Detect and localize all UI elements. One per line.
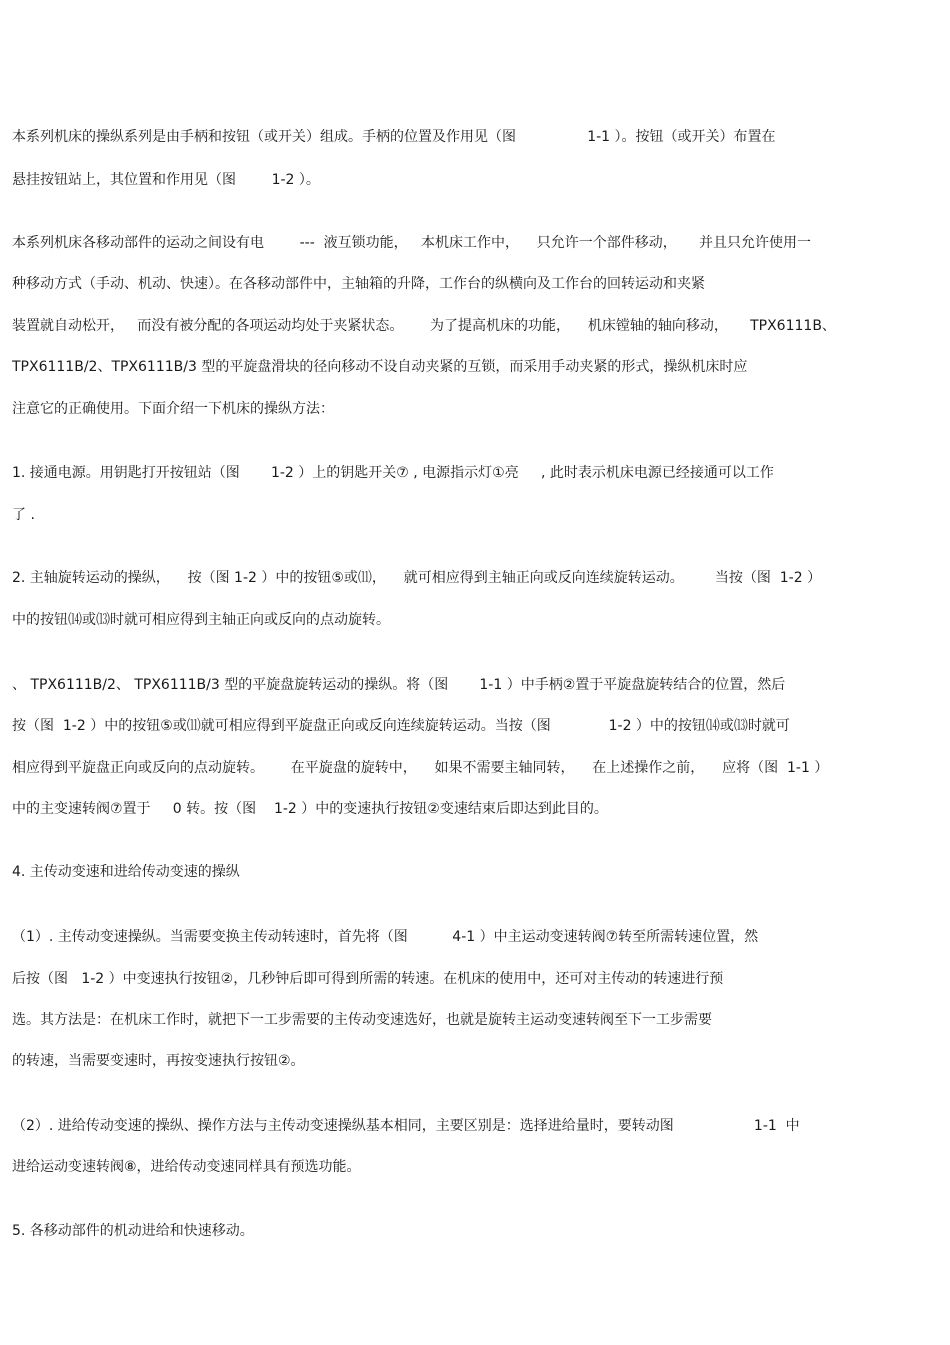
text-line: 的转速，当需要变速时，再按变速执行按钮②。 [12,1053,305,1069]
section-heading: 4. 主传动变速和进给传动变速的操纵 [12,864,240,880]
text-line: 2. 主轴旋转运动的操纵， 按（图 1-2 ）中的按钮⑤或⑾， 就可相应得到主轴正向或反向连续旋转运动。 当按（图 1-2 ） [12,570,822,586]
text-line: 1. 接通电源。用钥匙打开按钮站（图 1-2 ）上的钥匙开关⑦ , 电源指示灯①亮 , 此时表示机床电源已经接通可以工作 [12,465,774,481]
text-line: （2）. 进给传动变速的操纵、操作方法与主传动变速操纵基本相同，主要区别是：选择进给量时，要转动图 1-1 中 [12,1118,800,1134]
text-line: 种移动方式（手动、机动、快速）。在各移动部件中，主轴箱的升降，工作台的纵横向及工作台的回转运动和夹紧 [12,276,705,292]
text-line: 、 TPX6111B/2、 TPX6111B/3 型的平旋盘旋转运动的操纵。将（图 1-1 ）中手柄②置于平旋盘旋转结合的位置，然后 [12,677,786,693]
text-line: 本系列机床各移动部件的运动之间设有电 --- 液互锁功能， 本机床工作中， 只允许一个部件移动， 并且只允许使用一 [12,235,812,251]
text-line: 按（图 1-2 ）中的按钮⑤或⑾就可相应得到平旋盘正向或反向连续旋转运动。当按（图 1-2 ）中的按钮⒁或⒀时就可 [12,718,790,734]
section-heading: 5. 各移动部件的机动进给和快速移动。 [12,1223,254,1239]
text-line: 本系列机床的操纵系列是由手柄和按钮（或开关）组成。手柄的位置及作用见（图 1-1 ）。按钮（或开关）布置在 [12,129,776,145]
text-line: 相应得到平旋盘正向或反向的点动旋转。 在平旋盘的旋转中， 如果不需要主轴同转， 在上述操作之前， 应将（图 1-1 ） [12,760,829,776]
text-line: 中的主变速转阀⑦置于 0 转。按（图 1-2 ）中的变速执行按钮②变速结束后即达到此目的。 [12,801,608,817]
text-line: 中的按钮⒁或⒀时就可相应得到主轴正向或反向的点动旋转。 [12,612,390,628]
text-line: 装置就自动松开， 而没有被分配的各项运动均处于夹紧状态。 为了提高机床的功能， 机床镗轴的轴向移动， TPX6111B、 [12,318,836,334]
text-line: 后按（图 1-2 ）中变速执行按钮②，几秒钟后即可得到所需的转速。在机床的使用中，还可对主传动的转速进行预 [12,971,724,987]
text-line: 选。其方法是：在机床工作时，就把下一工步需要的主传动变速选好，也就是旋转主运动变速转阀至下一工步需要 [12,1012,712,1028]
text-line: TPX6111B/2、TPX6111B/3 型的平旋盘滑块的径向移动不设自动夹紧的互锁，而采用手动夹紧的形式，操纵机床时应 [12,359,748,375]
text-line: 进给运动变速转阀⑧，进给传动变速同样具有预选功能。 [12,1159,361,1175]
text-line: 悬挂按钮站上，其位置和作用见（图 1-2 ）。 [12,172,320,188]
text-line: 注意它的正确使用。下面介绍一下机床的操纵方法： [12,401,334,417]
text-line: （1）. 主传动变速操纵。当需要变换主传动转速时，首先将（图 4-1 ）中主运动变速转阀⑦转至所需转速位置，然 [12,929,759,945]
text-line: 了 . [12,507,35,523]
